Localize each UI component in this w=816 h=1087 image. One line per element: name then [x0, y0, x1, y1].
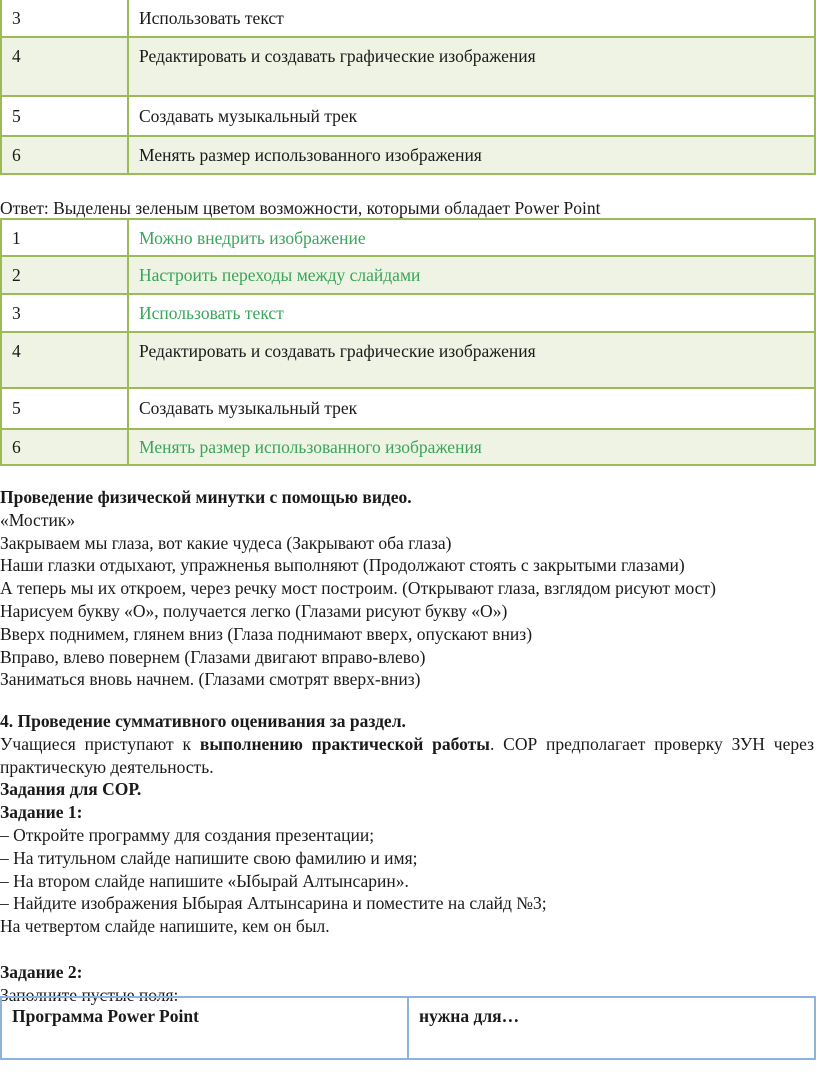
table-cell-needed-for: нужна для… [408, 997, 815, 1059]
task2-heading: Задание 2: [0, 961, 83, 982]
row-number: 3 [1, 0, 128, 37]
row-number: 4 [1, 332, 128, 388]
table-row [1, 997, 815, 1059]
list-item-text: На втором слайде напишите «Ыбырай Алтынсарин». [13, 870, 409, 891]
section-paragraph [0, 733, 814, 779]
table-cell-program: Программа Power Point [1, 997, 408, 1059]
table-row [1, 0, 815, 37]
row-number: 5 [1, 96, 128, 136]
paragraph-end: . СОР предполагает проверку ЗУН через практическую деятельность. [0, 733, 815, 777]
table-row [1, 256, 815, 294]
verse-line: Заниматься вновь начнем. (Глазами смотрят вверх-вниз) [0, 669, 421, 690]
answer-table [0, 218, 816, 466]
table-row [1, 294, 815, 332]
list-item-text: Найдите изображения Ыбырая Алтынсарина и поместите на слайд №3; [13, 893, 547, 914]
options-table-top [0, 0, 816, 175]
row-number: 4 [1, 37, 128, 96]
section-heading: 4. Проведение суммативного оценивания за раздел. [0, 711, 406, 731]
paragraph-start: Учащиеся приступают к [0, 733, 200, 754]
row-text: Использовать текст [128, 0, 815, 37]
row-number: 2 [1, 256, 128, 294]
row-text: Создавать музыкальный трек [128, 388, 815, 429]
verse-line: Нарисуем букву «О», получается легко (Глазами рисуют букву «О») [0, 600, 508, 621]
answer-line: Ответ: Выделены зеленым цветом возможности, которыми обладает Power Point [0, 198, 601, 218]
task2-text: Заполните пустые поля: [0, 984, 179, 1005]
verse-line: «Мостик» [0, 509, 76, 530]
physminute-heading: Проведение физической минутки с помощью видео. [0, 487, 412, 507]
task1-heading: Задание 1: [0, 802, 83, 823]
table-row [1, 332, 815, 388]
section-4 [0, 710, 814, 1006]
row-text: Создавать музыкальный трек [128, 96, 815, 136]
paragraph-bold: выполнению практической работы [199, 733, 490, 754]
table-row [1, 96, 815, 136]
verse-line: А теперь мы их откроем, через речку мост построим. (Открывают глаза, взглядом рисуют мост) [0, 578, 716, 599]
row-text: Редактировать и создавать графические изображения [128, 332, 815, 388]
list-item: – На втором слайде напишите «Ыбырай Алтынсарин». [0, 870, 409, 891]
row-text: Настроить переходы между слайдами [128, 256, 815, 294]
verse-line: Вправо, влево повернем (Глазами двигают вправо-влево) [0, 646, 426, 667]
list-item-text: На титульном слайде напишите свою фамилию и имя; [13, 847, 418, 868]
list-item: – Откройте программу для создания презентации; [0, 824, 375, 845]
verse-line: Наши глазки отдыхают, упражненья выполняют (Продолжают стоять с закрытыми глазами) [0, 555, 685, 576]
row-text: Менять размер использованного изображения [128, 136, 815, 174]
row-text: Можно внедрить изображение [128, 219, 815, 256]
row-number: 6 [1, 136, 128, 174]
row-number: 6 [1, 429, 128, 465]
list-item-text: Откройте программу для создания презентации; [13, 824, 375, 845]
row-number: 5 [1, 388, 128, 429]
tasks-heading: Задания для СОР. [0, 779, 142, 800]
row-text: Менять размер использованного изображения [128, 429, 815, 465]
table-row [1, 388, 815, 429]
verse-line: Вверх поднимем, глянем вниз (Глаза поднимают вверх, опускают вниз) [0, 623, 533, 644]
row-text: Использовать текст [128, 294, 815, 332]
table-row [1, 219, 815, 256]
row-number: 3 [1, 294, 128, 332]
table-row [1, 37, 815, 96]
list-item: – Найдите изображения Ыбырая Алтынсарина и поместите на слайд №3; [0, 893, 547, 914]
task1-last-line: На четвертом слайде напишите, кем он был. [0, 916, 330, 937]
verse-line: Закрываем мы глаза, вот какие чудеса (Закрывают оба глаза) [0, 532, 452, 553]
fill-in-table [0, 996, 816, 1060]
row-text: Редактировать и создавать графические изображения [128, 37, 815, 96]
list-item: – На титульном слайде напишите свою фамилию и имя; [0, 847, 418, 868]
physminute-section [0, 486, 814, 691]
table-row [1, 429, 815, 465]
row-number: 1 [1, 219, 128, 256]
table-row [1, 136, 815, 174]
